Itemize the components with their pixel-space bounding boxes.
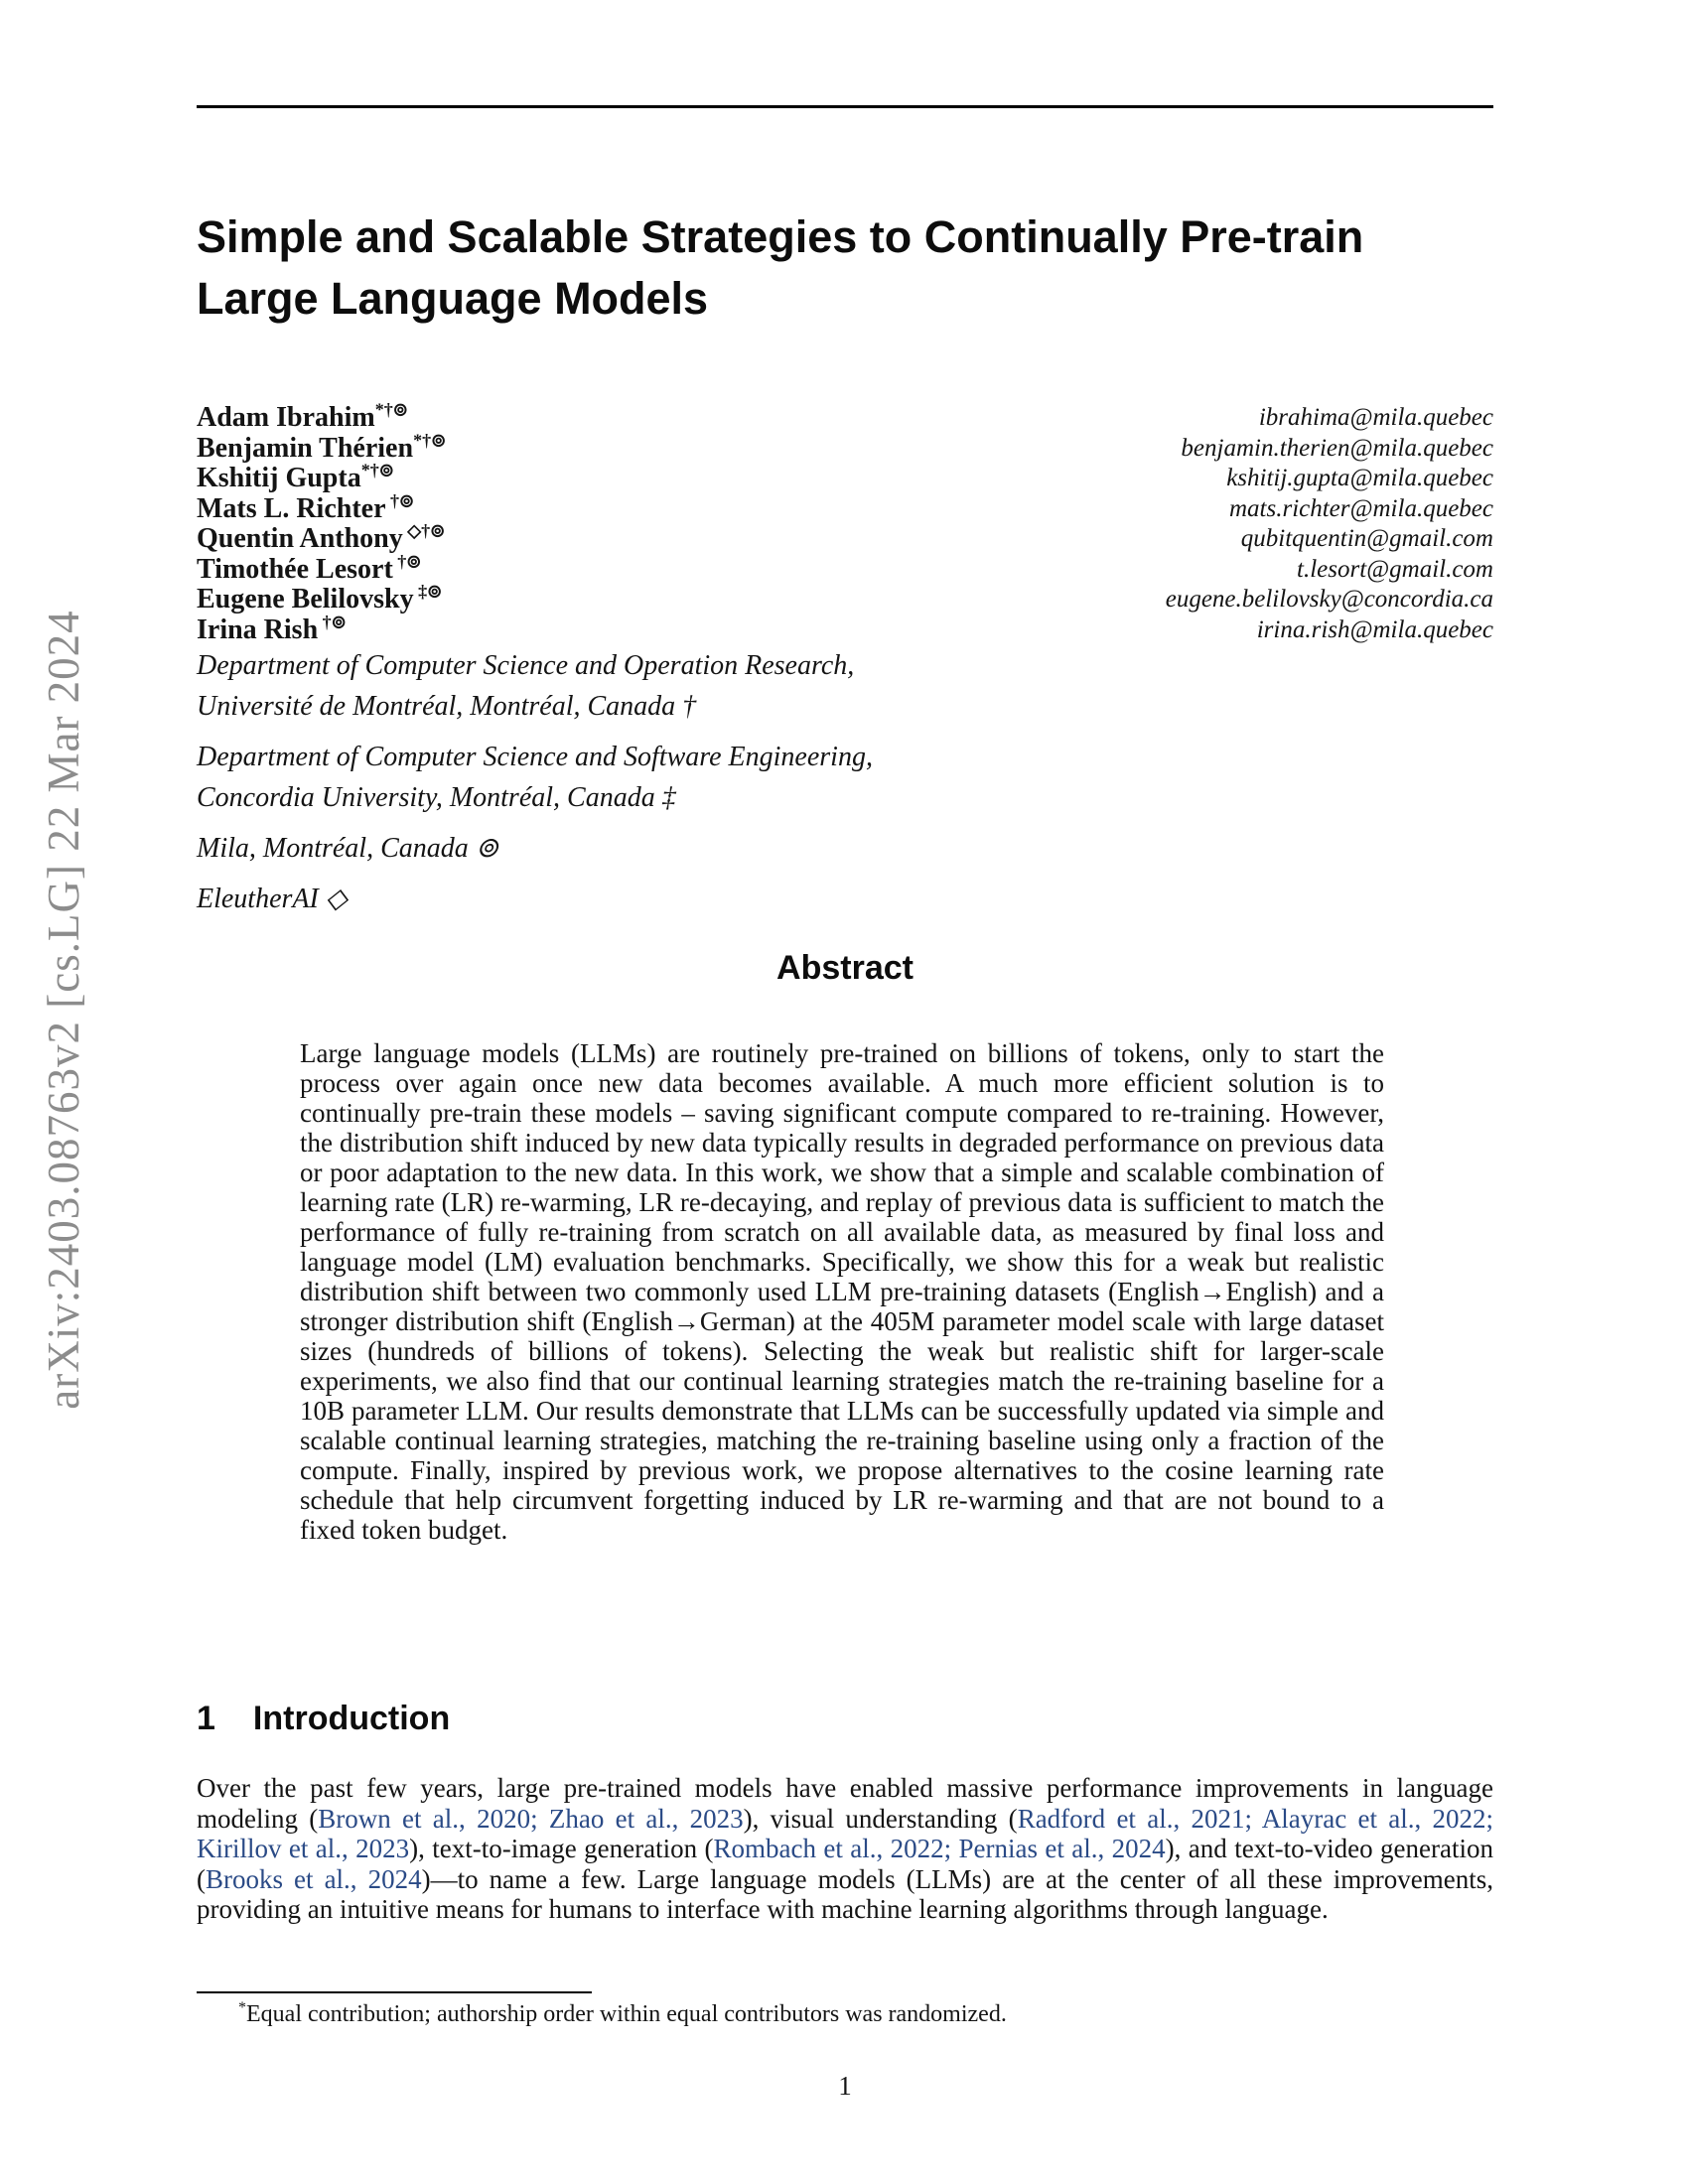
author-name	[197, 520, 446, 555]
author-names-column	[197, 399, 447, 645]
author-name-text: Mats L. Richter	[197, 492, 386, 524]
affiliation-line: EleutherAI ◇	[197, 884, 348, 914]
author-marks: †⊚	[318, 612, 347, 632]
author-name	[197, 399, 446, 434]
page-number: 1	[838, 2071, 852, 2101]
citation-link[interactable]: Radford et al., 2021; Alayrac et al., 2022; Kirillov et al., 2023	[197, 1803, 1494, 1863]
text-segment: ), and text-to-video generation (	[197, 1834, 1493, 1894]
author-name-text: Eugene Belilovsky	[197, 584, 414, 614]
footnote-marker: *	[238, 1999, 246, 2016]
footnote-rule	[197, 1991, 592, 1993]
author-name-text: Adam Ibrahim	[197, 402, 375, 433]
affiliation-line: Mila, Montréal, Canada ⊚	[197, 833, 499, 864]
title-line: Simple and Scalable Strategies to Continually Pre-train	[197, 211, 1364, 262]
affiliation-line: Department of Computer Science and Operation Research,	[197, 650, 855, 681]
section-number: 1	[197, 1700, 215, 1737]
author-name	[197, 612, 446, 646]
author-email: irina.rish@mila.quebec	[1256, 615, 1493, 643]
affiliation-line: Université de Montréal, Montréal, Canada †	[197, 691, 697, 722]
author-name-text: Irina Rish	[197, 614, 319, 645]
author-email: kshitij.gupta@mila.quebec	[1226, 465, 1493, 491]
abstract-heading: Abstract	[776, 949, 914, 987]
author-email: t.lesort@gmail.com	[1297, 555, 1493, 583]
affiliation-line: Concordia University, Montréal, Canada ‡	[197, 782, 676, 813]
author-email: qubitquentin@gmail.com	[1240, 525, 1493, 552]
author-email: benjamin.therien@mila.quebec	[1181, 434, 1493, 462]
affiliation-block	[197, 645, 1493, 929]
text-segment: ), visual understanding (	[743, 1803, 1018, 1834]
author-name-text: Kshitij Gupta	[197, 463, 361, 493]
author-marks: *†⊚	[413, 430, 447, 451]
author-marks: *†⊚	[360, 460, 394, 480]
arxiv-watermark: arXiv:2403.08763v2 [cs.LG] 22 Mar 2024	[39, 610, 88, 1410]
author-email: mats.richter@mila.quebec	[1228, 494, 1493, 522]
text-segment: )—to name a few. Large language models (LLMs) are at the center of all these improvements, providing an intuitive means for humans to interface with machine learning algorithms through language.	[197, 1863, 1493, 1924]
author-name	[197, 460, 446, 494]
section-title: Introduction	[252, 1700, 451, 1737]
author-name-text: Quentin Anthony	[197, 523, 403, 554]
affiliation	[197, 828, 1493, 869]
abstract-text: Large language models (LLMs) are routinely pre-trained on billions of tokens, only to start the process over again once new data becomes available. A much more efficient solution is to continually pre-train these models – saving significant compute compared to re-training. However, the distribution shift induced by new data typically results in degraded performance on previous data or poor adaptation to the new data. In this work, we show that a simple and scalable combination of learning rate (LR) re-warming, LR re-decaying, and replay of previous data is sufficient to match the performance of fully re-training from scratch on all available data, as measured by final loss and language model (LM) evaluation benchmarks. Specifically, we show this for a weak but realistic distribution shift between two commonly used LLM pre-training datasets (English→English) and a stronger distribution shift (English→German) at the 405M parameter model scale with large dataset sizes (hundreds of billions of tokens). Selecting the weak but realistic shift for larger-scale experiments, we also find that our continual learning strategies match the re-training baseline for a 10B parameter LLM. Our results demonstrate that LLMs can be successfully updated via simple and scalable continual learning strategies, matching the re-training baseline using only a fraction of the compute. Finally, inspired by previous work, we propose alternatives to the cosine learning rate schedule that help circumvent forgetting induced by LR re-warming and that are not bound to a fixed token budget.	[300, 1038, 1384, 1545]
author-name	[197, 581, 446, 615]
paper-title	[197, 206, 1493, 330]
affiliation	[197, 879, 1493, 919]
footnote	[197, 2001, 1493, 2028]
title-line: Large Language Models	[197, 273, 709, 324]
author-marks: ‡⊚	[413, 581, 443, 602]
author-name	[197, 430, 447, 465]
author-name-text: Timothée Lesort	[197, 553, 393, 585]
author-marks: *†⊚	[374, 399, 408, 420]
citation-link[interactable]: Brown et al., 2020; Zhao et al., 2023	[318, 1803, 744, 1834]
author-marks: †⊚	[385, 490, 415, 511]
affiliation-line: Department of Computer Science and Software Engineering,	[197, 742, 873, 772]
author-marks: †⊚	[392, 551, 422, 572]
author-block	[197, 399, 1493, 645]
text-segment: Over the past few years, large pre-trained models have enabled massive performance improvements in language modeling (	[197, 1773, 1493, 1834]
citation-link[interactable]: Brooks et al., 2024	[206, 1863, 422, 1894]
footnote-text: Equal contribution; authorship order within equal contributors was randomized.	[246, 2001, 1007, 2027]
author-email: ibrahima@mila.quebec	[1258, 404, 1493, 431]
affiliation	[197, 737, 1493, 818]
introduction-paragraph	[197, 1773, 1493, 1925]
section-heading-introduction	[197, 1700, 450, 1738]
author-name	[197, 551, 446, 586]
author-name	[197, 490, 446, 525]
header-rule	[197, 105, 1493, 108]
text-segment: ), text-to-image generation (	[409, 1834, 714, 1863]
affiliation	[197, 645, 1493, 727]
author-marks: ◇†⊚	[402, 520, 446, 541]
citation-link[interactable]: Rombach et al., 2022; Pernias et al., 2024	[713, 1834, 1166, 1863]
author-name-text: Benjamin Thérien	[197, 432, 414, 464]
author-email: eugene.belilovsky@concordia.ca	[1165, 586, 1493, 613]
author-emails-column	[1166, 403, 1493, 645]
